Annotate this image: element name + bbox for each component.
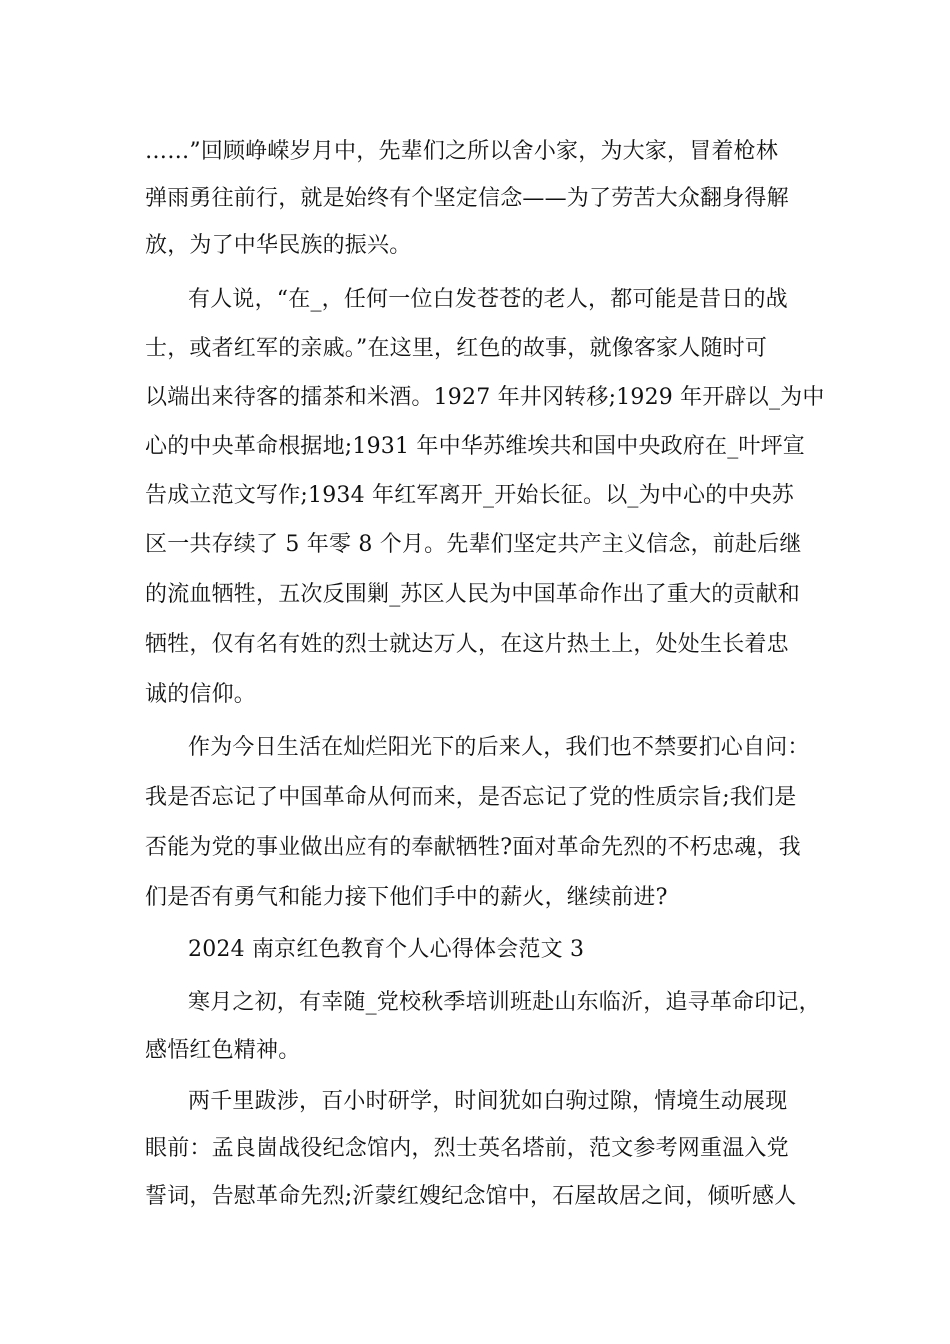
text-line: 们是否有勇气和能力接下他们手中的薪火，继续前进? — [145, 885, 668, 910]
text-line: 有人说，“在_，任何一位白发苍苍的老人，都可能是昔日的战 — [188, 287, 788, 312]
text-line: 心的中央革命根据地;1931 年中华苏维埃共和国中央政府在_叶坪宣 — [145, 434, 805, 459]
section-heading: 2024 南京红色教育个人心得体会范文 3 — [188, 937, 585, 962]
text-line: 作为今日生活在灿烂阳光下的后来人，我们也不禁要扪心自问： — [188, 735, 810, 760]
text-line: 区一共存续了 5 年零 8 个月。先辈们坚定共产主义信念，前赴后继 — [145, 532, 802, 557]
text-line: 两千里跋涉，百小时研学，时间犹如白驹过隙，情境生动展现 — [188, 1089, 788, 1114]
text-line: 的流血牺牲，五次反围剿_苏区人民为中国革命作出了重大的贡献和 — [145, 582, 801, 607]
text-line: 士，或者红军的亲戚。”在这里，红色的故事，就像客家人随时可 — [145, 336, 768, 361]
text-line: 我是否忘记了中国革命从何而来，是否忘记了党的性质宗旨;我们是 — [145, 785, 797, 810]
text-line: ……”回顾峥嵘岁月中，先辈们之所以舍小家，为大家，冒着枪林 — [145, 139, 779, 164]
text-line: 感悟红色精神。 — [145, 1038, 301, 1063]
text-line: 以端出来待客的擂茶和米酒。1927 年井冈转移;1929 年开辟以_为中 — [145, 385, 825, 410]
text-line: 誓词，告慰革命先烈;沂蒙红嫂纪念馆中，石屋故居之间，倾听感人 — [145, 1184, 797, 1209]
text-line: 放，为了中华民族的振兴。 — [145, 233, 412, 258]
text-line: 告成立范文写作;1934 年红军离开_开始长征。以_为中心的中央苏 — [145, 483, 794, 508]
text-line: 否能为党的事业做出应有的奉献牺牲?面对革命先烈的不朽忠魂，我 — [145, 835, 801, 860]
text-line: 眼前：孟良崮战役纪念馆内，烈士英名塔前，范文参考网重温入党 — [145, 1136, 789, 1161]
text-line: 牺牲，仅有名有姓的烈士就达万人，在这片热土上，处处生长着忠 — [145, 632, 789, 657]
text-line: 寒月之初，有幸随_党校秋季培训班赴山东临沂，追寻革命印记， — [188, 990, 821, 1015]
text-line: 诚的信仰。 — [145, 682, 257, 707]
text-line: 弹雨勇往前行，就是始终有个坚定信念——为了劳苦大众翻身得解 — [145, 186, 789, 211]
